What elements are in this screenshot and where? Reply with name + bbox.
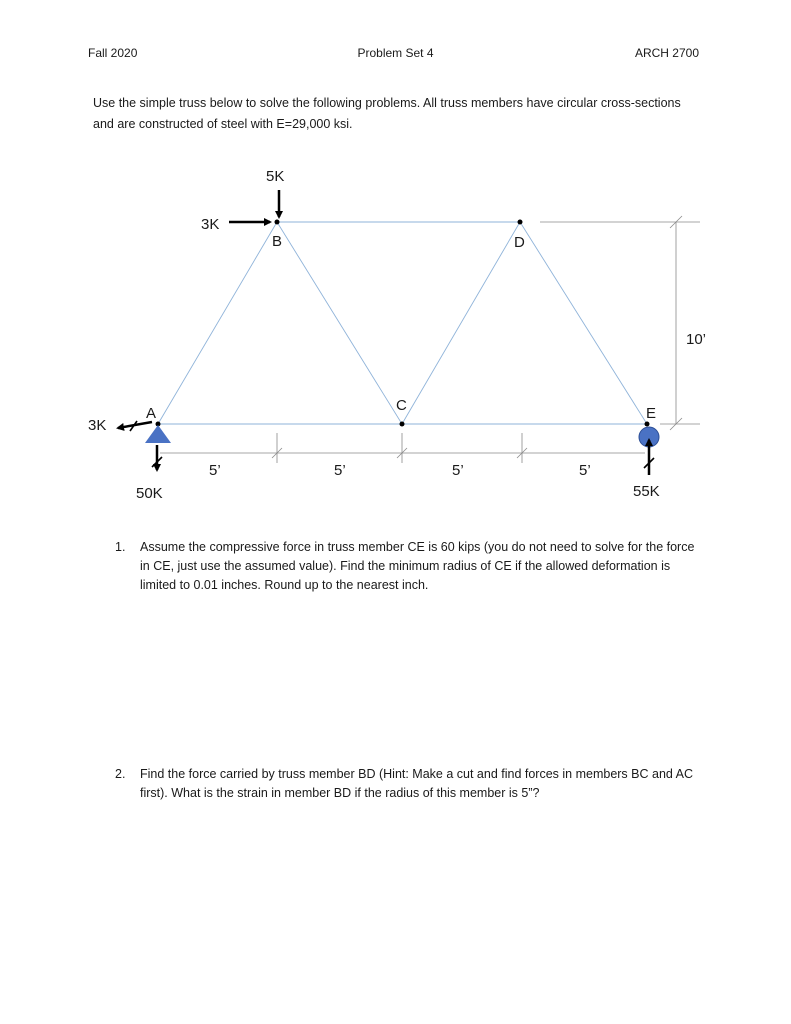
node-label-a: A	[146, 405, 157, 422]
span-label-1: 5’	[209, 462, 221, 479]
load-label-3k-a: 3K	[88, 417, 107, 434]
joint-e-dot	[645, 422, 650, 427]
member-de	[520, 222, 647, 424]
header-title: Problem Set 4	[357, 46, 434, 60]
span-label-4: 5’	[579, 462, 591, 479]
node-label-d: D	[514, 234, 525, 251]
load-label-3k-b: 3K	[201, 216, 220, 233]
question-2	[115, 765, 705, 803]
span-label-3: 5’	[452, 462, 464, 479]
question-2-text: Find the force carried by truss member BD (Hint: Make a cut and find forces in members BC and AC first). What is the strain in member BD if the radius of this member is 5”?	[140, 767, 693, 800]
reaction-label-50k: 50K	[136, 485, 163, 502]
question-1-number: 1.	[115, 540, 126, 554]
question-2-number: 2.	[115, 767, 126, 781]
node-label-b: B	[272, 233, 283, 250]
dimension-height-label: 10’	[686, 331, 707, 348]
dimension-lines	[160, 216, 700, 463]
reaction-label-55k: 55K	[633, 483, 660, 500]
pin-support-icon	[145, 425, 171, 443]
member-bc	[277, 222, 402, 424]
span-label-2: 5’	[334, 462, 346, 479]
question-1-text: Assume the compressive force in truss member CE is 60 kips (you do not need to solve for the force in CE, just use the assumed value). Find the minimum radius of CE if the allowed deformation is limited to 0.01 inches. Round up to the nearest inch.	[140, 540, 695, 592]
joint-b-dot	[275, 220, 280, 225]
header-course-code: ARCH 2700	[634, 46, 699, 60]
node-label-e: E	[646, 405, 657, 422]
question-1	[115, 538, 705, 595]
node-label-c: C	[396, 397, 407, 414]
joint-d-dot	[518, 220, 523, 225]
load-label-5k: 5K	[266, 168, 285, 185]
truss-members	[158, 222, 647, 424]
member-cd	[402, 222, 520, 424]
joint-c-dot	[400, 422, 405, 427]
header-course-term: Fall 2020	[88, 46, 138, 60]
intro-paragraph: Use the simple truss below to solve the following problems. All truss members have circular cross-sections and are constructed of steel with E=29,000 ksi.	[93, 96, 681, 131]
member-ab	[158, 222, 277, 424]
